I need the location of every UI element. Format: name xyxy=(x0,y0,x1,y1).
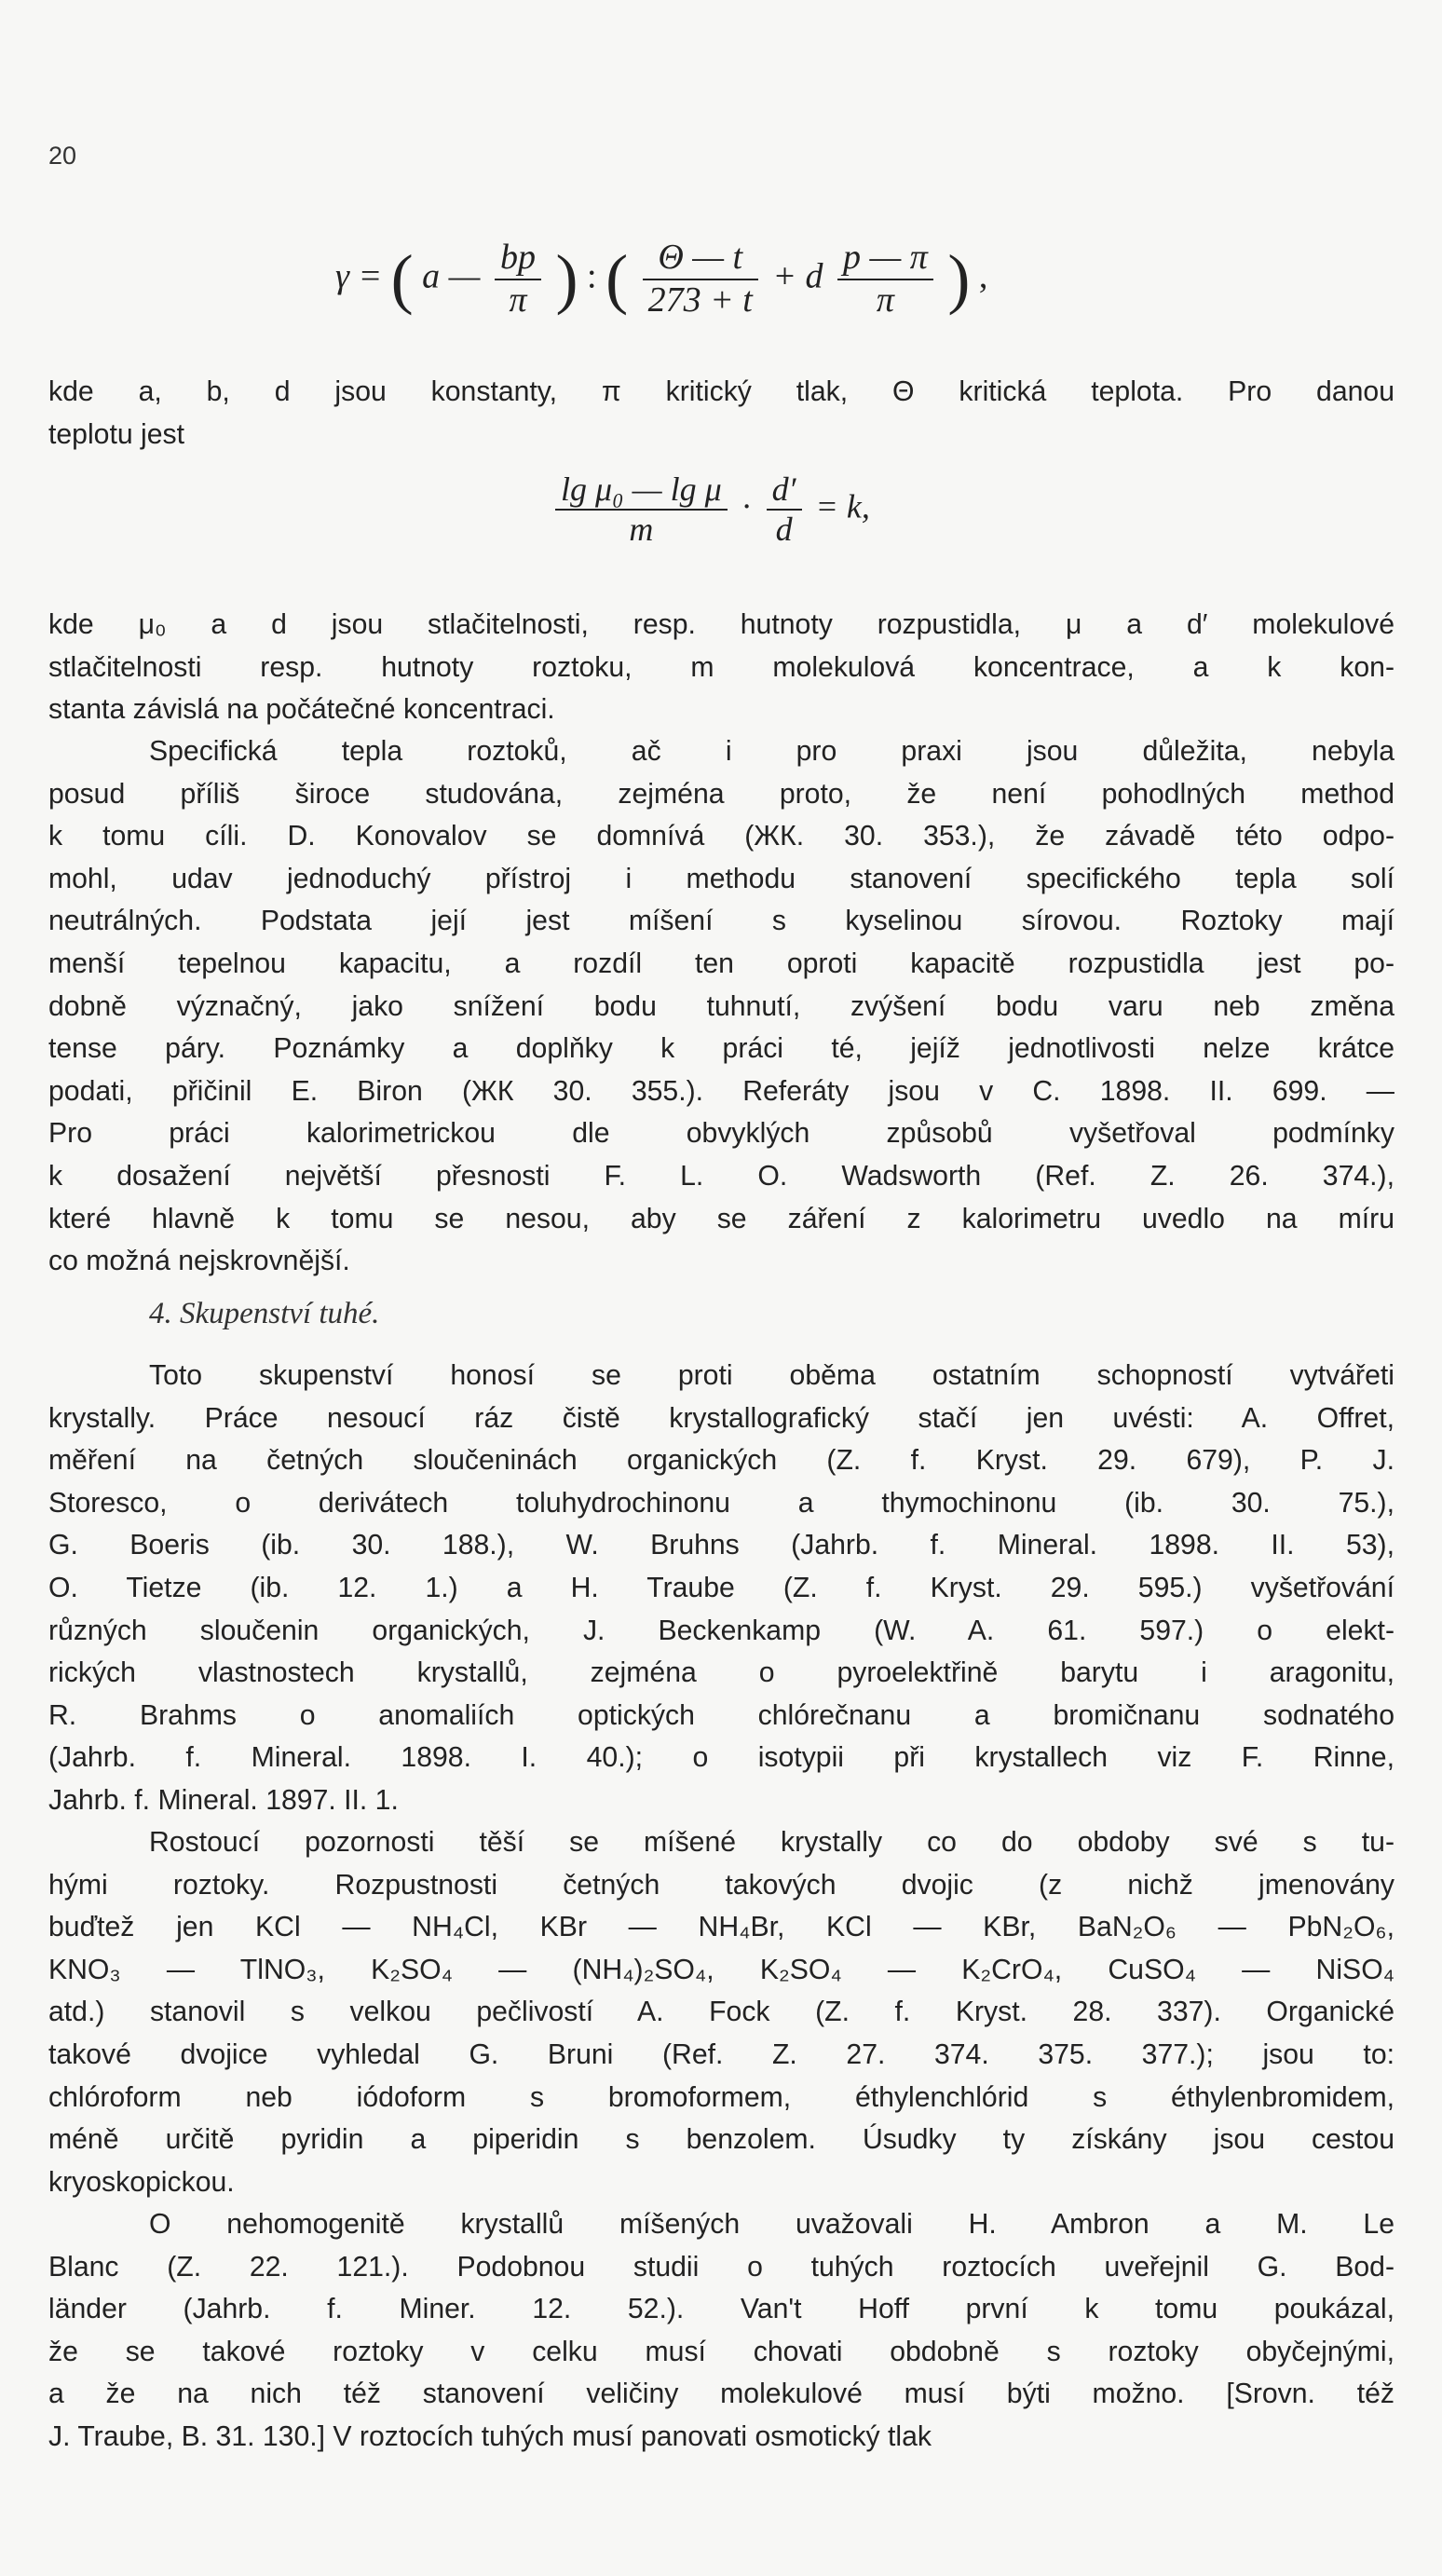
formula-colon: : xyxy=(587,256,597,296)
text-line: buďtež jen KCl — NH₄Cl, KBr — NH₄Br, KCl — KBr, BaN₂O₆ — PbN₂O₆, xyxy=(48,1912,1394,1943)
text-line: rických vlastnostech krystallů, zejména o pyroelektřině barytu i aragonitu, xyxy=(48,1657,1394,1689)
fraction-denominator: π xyxy=(876,279,894,320)
text-line: Blanc (Z. 22. 121.). Podobnou studii o tuhých roztocích uveřejnil G. Bod- xyxy=(48,2251,1394,2283)
text-line: takové dvojice vyhledal G. Bruni (Ref. Z. 27. 374. 375. 377.); jsou to: xyxy=(48,2038,1394,2070)
text-line: posud příliš široce studována, zejména proto, že není pohodlných method xyxy=(48,778,1394,810)
formula-dot: · xyxy=(741,487,753,525)
text-line: různých sloučenin organických, J. Beckenkamp (W. A. 61. 597.) o elekt- xyxy=(48,1615,1394,1646)
paragraph-constants xyxy=(48,371,1394,456)
text-line: länder (Jahrb. f. Miner. 12. 52.). Van't Hoff první k tomu poukázal, xyxy=(48,2294,1394,2325)
fraction-p-pi xyxy=(837,238,933,320)
text-line: chlóroform neb iódoform s bromoformem, éthylenchlórid s éthylenbromidem, xyxy=(48,2081,1394,2113)
formula-compressibility xyxy=(550,470,870,550)
text-line: Pro práci kalorimetrickou dle obvyklých způsobů vyšetřoval podmínky xyxy=(48,1118,1394,1150)
fraction-lg-mu xyxy=(555,470,728,550)
text-line: kde μ₀ a d jsou stlačitelnosti, resp. hutnoty rozpustidla, μ a d′ molekulové xyxy=(48,609,1394,640)
text-line: atd.) stanovil s velkou pečlivostí A. Fock (Z. f. Kryst. 28. 337). Organické xyxy=(48,1997,1394,2028)
fraction-denominator: d xyxy=(775,511,793,549)
text-line: neutrálných. Podstata její jest míšení s kyselinou sírovou. Roztoky mají xyxy=(48,906,1394,937)
fraction-d-prime xyxy=(767,470,802,550)
paragraph-solid-solutions xyxy=(48,2203,1394,2459)
text-line: Specifická tepla roztoků, ač i pro praxi jsou důležita, nebyla xyxy=(149,736,1394,767)
fraction-numerator: Θ — t xyxy=(643,238,758,280)
text-line: stlačitelnosti resp. hutnoty roztoku, m molekulová koncentrace, a k kon- xyxy=(48,651,1394,683)
text-line: krystally. Práce nesoucí ráz čistě krystallografický stačí jen uvésti: A. Offret, xyxy=(48,1402,1394,1434)
text-line: Rostoucí pozornosti těší se míšené krystally co do obdoby své s tu- xyxy=(149,1827,1394,1858)
paragraph-specific-heat xyxy=(48,730,1394,1283)
text-line: že se takové roztoky v celku musí chovati obdobně s roztoky obyčejnými, xyxy=(48,2336,1394,2367)
fraction-numerator: d′ xyxy=(767,470,802,511)
fraction-numerator: lg μ₀ — lg μ xyxy=(555,470,728,511)
text-line: menší tepelnou kapacitu, a rozdíl ten oproti kapacitě rozpustidla jest po- xyxy=(48,947,1394,979)
text-line: mohl, udav jednoduchý přístroj i methodu stanovení specifického tepla solí xyxy=(48,863,1394,894)
text-line: Jahrb. f. Mineral. 1897. II. 1. xyxy=(48,1784,399,1816)
text-line: k dosažení největší přesnosti F. L. O. Wadsworth (Ref. Z. 26. 374.), xyxy=(48,1160,1394,1192)
text-line: teplotu jest xyxy=(48,418,184,450)
text-line: G. Boeris (ib. 30. 188.), W. Bruhns (Jahrb. f. Mineral. 1898. II. 53), xyxy=(48,1530,1394,1561)
text-line: O nehomogenitě krystallů míšených uvažovali H. Ambron a M. Le xyxy=(149,2209,1394,2240)
text-line: tense páry. Poznámky a doplňky k práci té, jejíž jednotlivosti nelze krátce xyxy=(48,1033,1394,1065)
formula-a-minus: a — xyxy=(422,256,481,296)
text-line: O. Tietze (ib. 12. 1.) a H. Traube (Z. f. Kryst. 29. 595.) vyšetřování xyxy=(48,1572,1394,1603)
text-line: které hlavně k tomu se nesou, aby se záření z kalorimetru uvedlo na míru xyxy=(48,1203,1394,1234)
text-line: kde a, b, d jsou konstanty, π kritický tlak, Θ kritická teplota. Pro danou xyxy=(48,376,1394,407)
paren-close: ) xyxy=(947,241,971,317)
fraction-theta-t xyxy=(643,238,758,320)
fraction-denominator: m xyxy=(629,511,654,549)
text-line: stanta závislá na počátečné koncentraci. xyxy=(48,694,555,726)
paren-open: ( xyxy=(390,241,414,317)
text-line: podati, přičinil E. Biron (ЖК 30. 355.). Referáty jsou v C. 1898. II. 699. — xyxy=(48,1075,1394,1107)
text-line: a že na nich též stanovení veličiny molekulové musí býti možno. [Srovn. též xyxy=(48,2378,1394,2410)
fraction-numerator: bp xyxy=(495,238,541,280)
fraction-bp-pi xyxy=(495,238,541,320)
text-line: měření na četných sloučeninách organických (Z. f. Kryst. 29. 679), P. J. xyxy=(48,1445,1394,1477)
text-line: kryoskopickou. xyxy=(48,2166,235,2198)
paren-open: ( xyxy=(605,241,629,317)
paren-close: ) xyxy=(555,241,578,317)
fraction-denominator: 273 + t xyxy=(647,279,753,320)
section-heading: 4. Skupenství tuhé. xyxy=(149,1297,380,1330)
text-line: Toto skupenství honosí se proti oběma ostatním schopností vytvářeti xyxy=(149,1360,1394,1391)
text-line: k tomu cíli. D. Konovalov se domnívá (ЖК. 30. 353.), že závadě této odpo- xyxy=(48,821,1394,852)
formula-lhs: γ = xyxy=(335,256,383,296)
fraction-denominator: π xyxy=(509,279,527,320)
text-line: dobně význačný, jako snížení bodu tuhnutí, zvýšení bodu varu neb změna xyxy=(48,990,1394,1022)
text-line: Storesco, o derivátech toluhydrochinonu a thymochinonu (ib. 30. 75.), xyxy=(48,1487,1394,1519)
text-line: KNO₃ — TlNO₃, K₂SO₄ — (NH₄)₂SO₄, K₂SO₄ — K₂CrO₄, CuSO₄ — NiSO₄ xyxy=(48,1954,1394,1985)
text-line: méně určitě pyridin a piperidin s benzolem. Úsudky ty získány jsou cestou xyxy=(48,2124,1394,2156)
paragraph-definitions xyxy=(48,604,1394,731)
paragraph-mixed-crystals xyxy=(48,1821,1394,2203)
formula-plus-d: + d xyxy=(772,256,823,296)
formula-gamma xyxy=(335,238,987,320)
fraction-numerator: p — π xyxy=(837,238,933,280)
page-number: 20 xyxy=(48,142,77,170)
formula-trail: , xyxy=(978,256,988,296)
formula-rhs: = k, xyxy=(815,487,870,525)
text-line: co možná nejskrovnější. xyxy=(48,1246,350,1277)
paragraph-solid-state xyxy=(48,1355,1394,1822)
text-line: hými roztoky. Rozpustnosti četných takových dvojic (z nichž jmenovány xyxy=(48,1869,1394,1901)
text-line: J. Traube, B. 31. 130.] V roztocích tuhých musí panovati osmotický tlak xyxy=(48,2420,932,2452)
text-line: (Jahrb. f. Mineral. 1898. I. 40.); o isotypii při krystallech viz F. Rinne, xyxy=(48,1742,1394,1774)
text-line: R. Brahms o anomaliích optických chlórečnanu a bromičnanu sodnatého xyxy=(48,1699,1394,1731)
